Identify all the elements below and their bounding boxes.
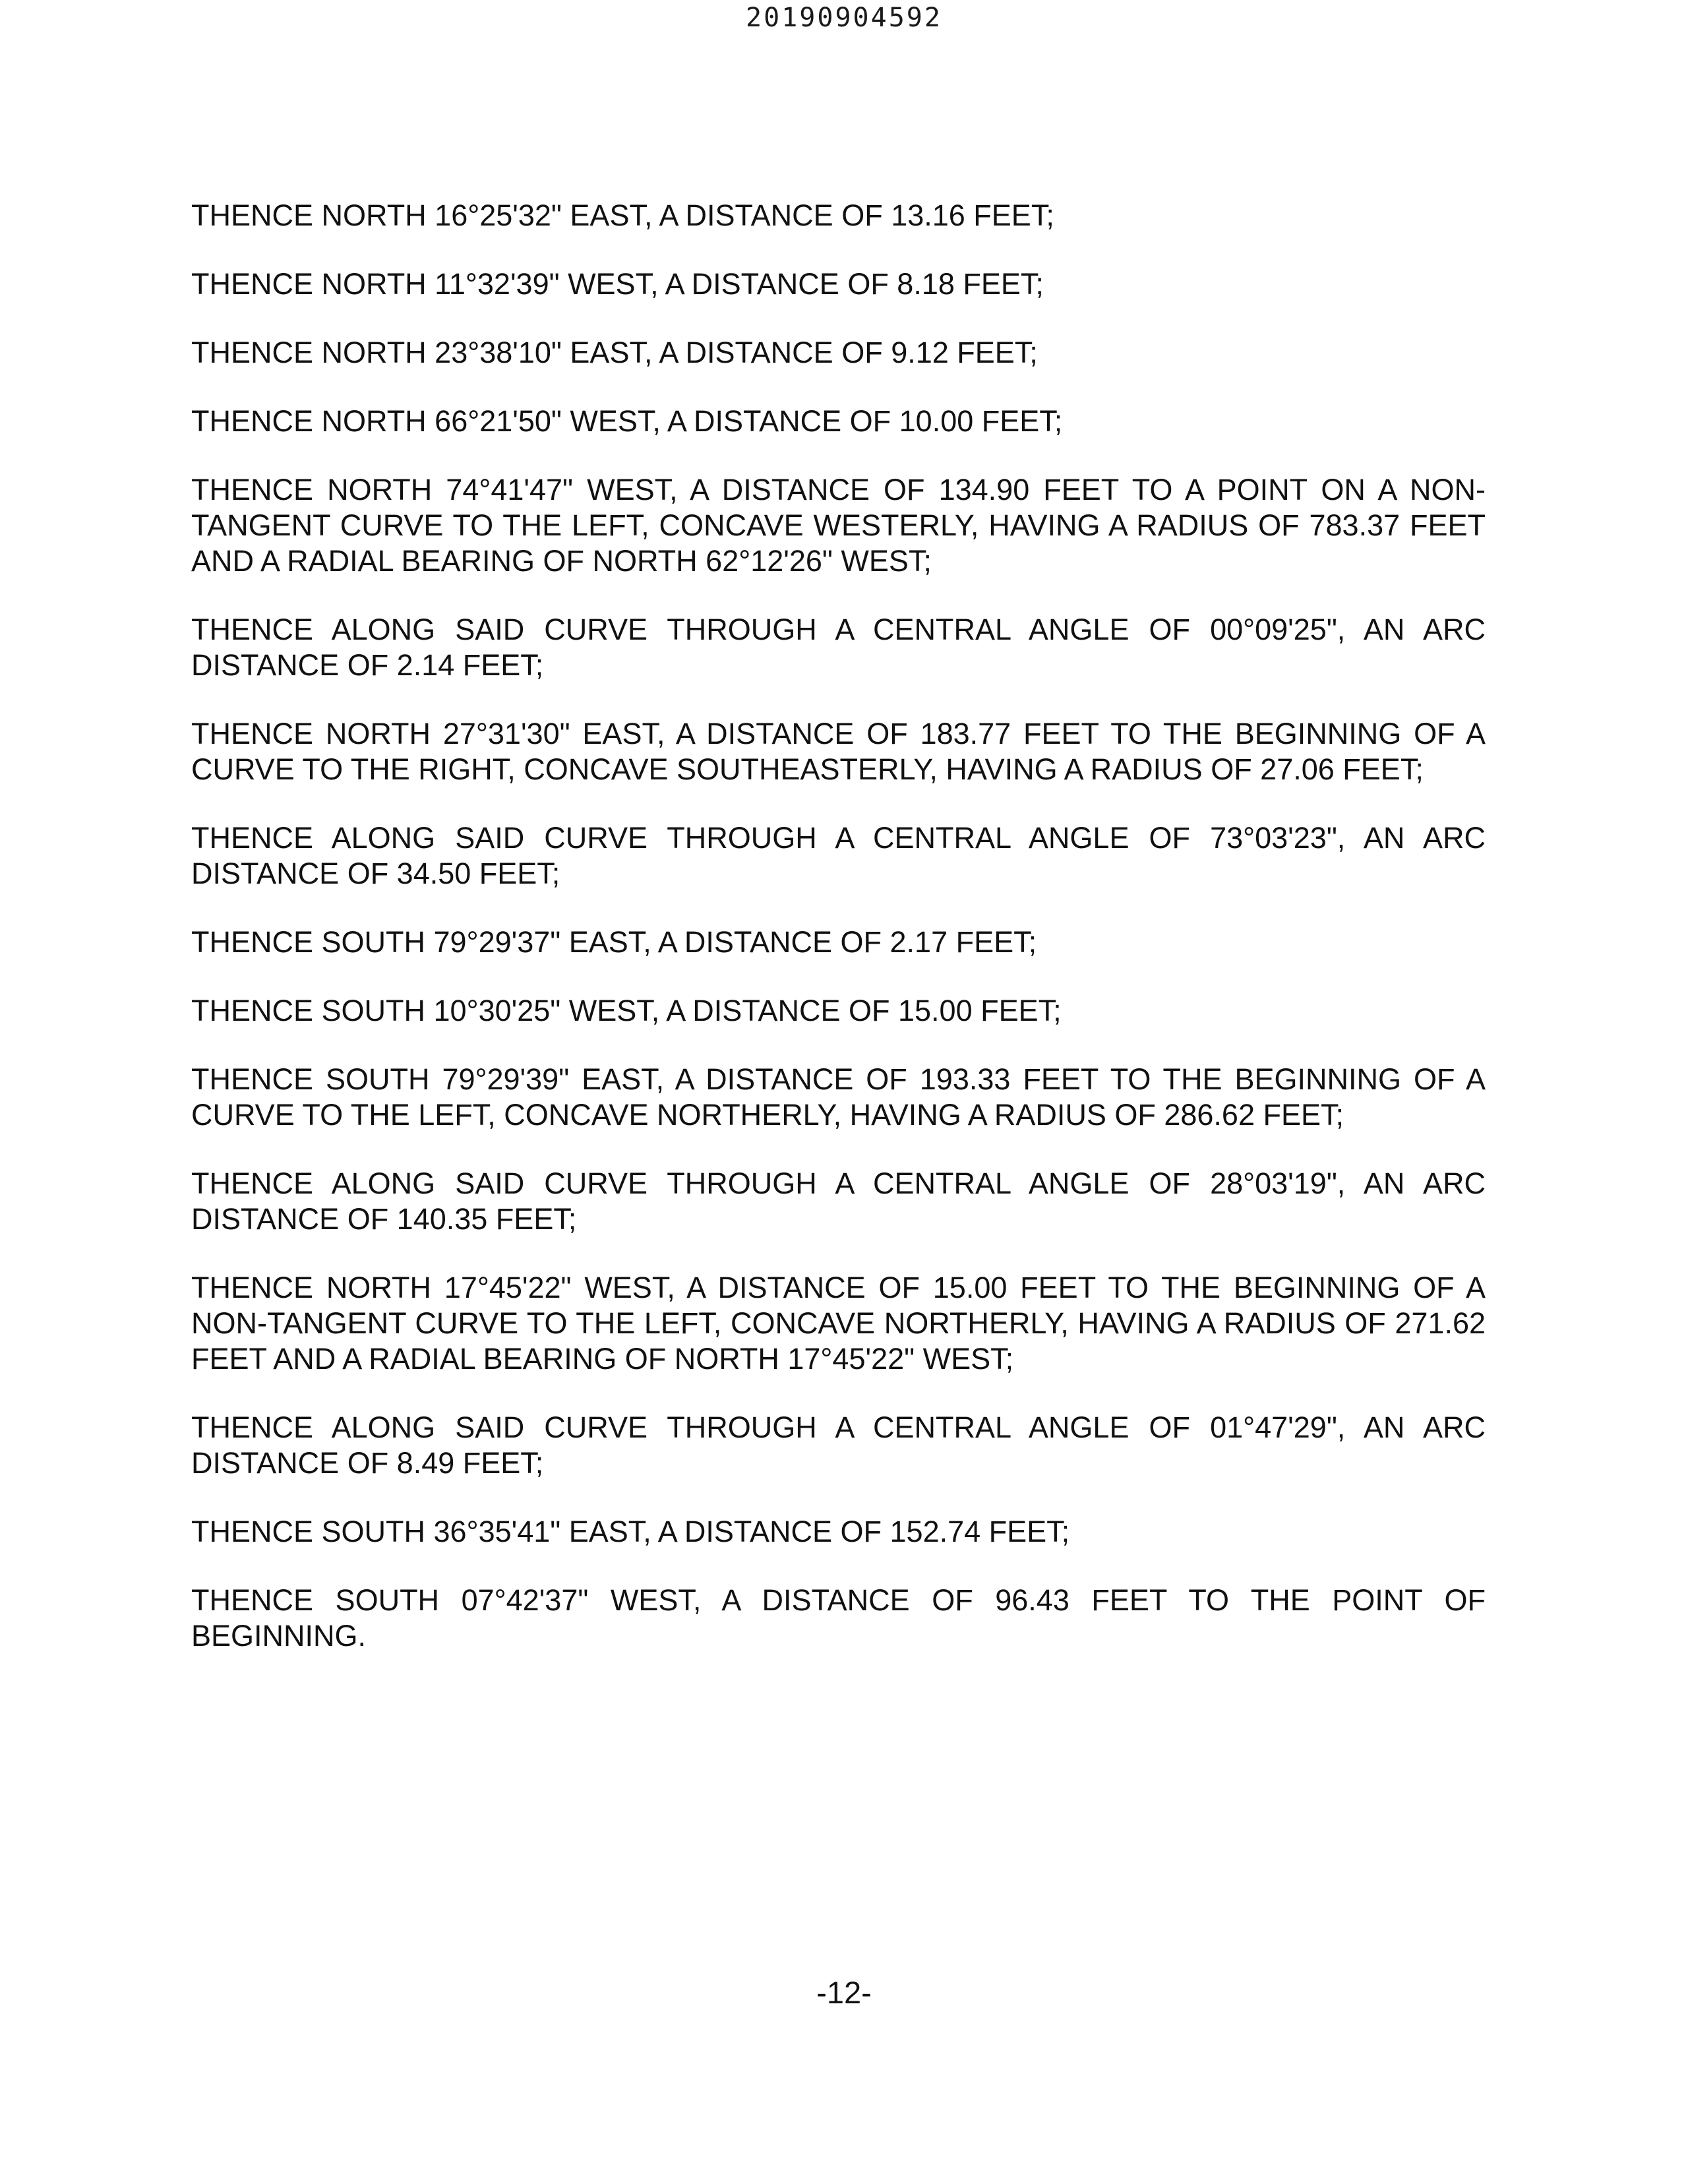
- bearing-paragraph: THENCE NORTH 17°45'22" WEST, A DISTANCE OF 15.00 FEET TO THE BEGINNING OF A NON-TANGENT CURVE TO THE LEFT, CONCAVE NORTHERLY, HAVING A RADIUS OF 271.62 FEET AND A RADIAL BEARING OF NORTH 17°45'22" WEST;: [191, 1271, 1486, 1376]
- bearing-paragraph: THENCE NORTH 66°21'50" WEST, A DISTANCE OF 10.00 FEET;: [191, 404, 1063, 438]
- bearing-paragraph: THENCE NORTH 16°25'32" EAST, A DISTANCE OF 13.16 FEET;: [191, 198, 1054, 232]
- curve-paragraph: THENCE ALONG SAID CURVE THROUGH A CENTRAL ANGLE OF 01°47'29", AN ARC DISTANCE OF 8.49 FEET;: [191, 1410, 1486, 1480]
- document-number: 20190904592: [746, 3, 942, 33]
- bearing-paragraph: THENCE SOUTH 36°35'41" EAST, A DISTANCE OF 152.74 FEET;: [191, 1515, 1070, 1548]
- curve-paragraph: THENCE ALONG SAID CURVE THROUGH A CENTRAL ANGLE OF 00°09'25", AN ARC DISTANCE OF 2.14 FEET;: [191, 613, 1486, 682]
- bearing-paragraph: THENCE SOUTH 79°29'39" EAST, A DISTANCE OF 193.33 FEET TO THE BEGINNING OF A CURVE TO THE LEFT, CONCAVE NORTHERLY, HAVING A RADIUS OF 286.62 FEET;: [191, 1062, 1486, 1132]
- bearing-paragraph: THENCE SOUTH 10°30'25" WEST, A DISTANCE OF 15.00 FEET;: [191, 994, 1062, 1027]
- bearing-paragraph: THENCE NORTH 27°31'30" EAST, A DISTANCE OF 183.77 FEET TO THE BEGINNING OF A CURVE TO THE RIGHT, CONCAVE SOUTHEASTERLY, HAVING A RADIUS OF 27.06 FEET;: [191, 717, 1486, 786]
- legal-description-body: [191, 198, 1486, 1687]
- bearing-paragraph: THENCE NORTH 23°38'10" EAST, A DISTANCE OF 9.12 FEET;: [191, 336, 1038, 369]
- curve-paragraph: THENCE ALONG SAID CURVE THROUGH A CENTRAL ANGLE OF 73°03'23", AN ARC DISTANCE OF 34.50 FEET;: [191, 821, 1486, 890]
- curve-paragraph: THENCE ALONG SAID CURVE THROUGH A CENTRAL ANGLE OF 28°03'19", AN ARC DISTANCE OF 140.35 FEET;: [191, 1167, 1486, 1236]
- bearing-paragraph: THENCE SOUTH 79°29'37" EAST, A DISTANCE OF 2.17 FEET;: [191, 925, 1037, 959]
- bearing-paragraph: THENCE NORTH 11°32'39" WEST, A DISTANCE OF 8.18 FEET;: [191, 267, 1044, 301]
- bearing-paragraph: THENCE SOUTH 07°42'37" WEST, A DISTANCE OF 96.43 FEET TO THE POINT OF BEGINNING.: [191, 1583, 1486, 1653]
- page-number: -12-: [816, 1975, 872, 2010]
- bearing-paragraph: THENCE NORTH 74°41'47" WEST, A DISTANCE OF 134.90 FEET TO A POINT ON A NON-TANGENT CURVE TO THE LEFT, CONCAVE WESTERLY, HAVING A RADIUS OF 783.37 FEET AND A RADIAL BEARING OF NORTH 62°12'26" WEST;: [191, 473, 1486, 578]
